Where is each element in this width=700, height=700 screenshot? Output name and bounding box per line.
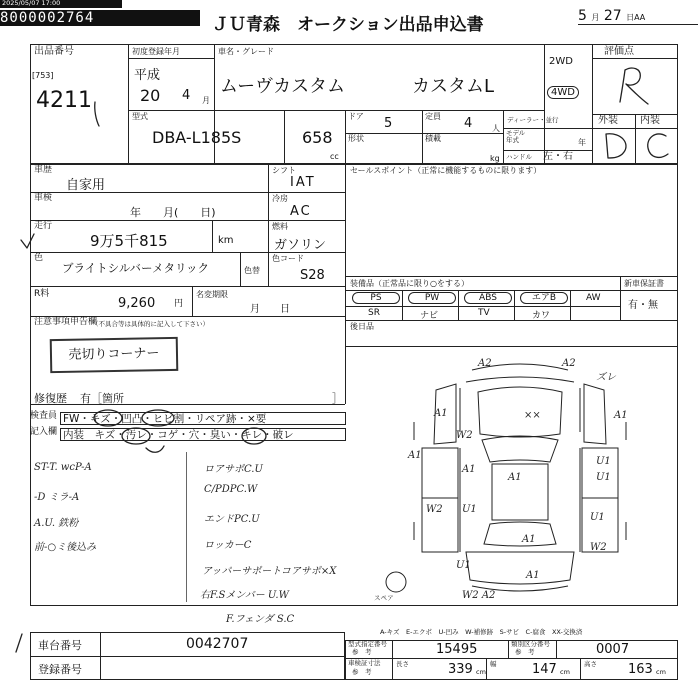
dmg-a1-lf-fender: A1 [434,408,448,419]
repair-value: 有［箇所 [80,392,124,405]
ac-label: 冷房 [272,194,288,203]
history-label: 車歴 [34,165,53,175]
shape-label: 形状 [348,134,364,143]
sold-corner-stamp: 売切りコーナー [50,337,179,373]
registration-number-label: 登録番号 [38,663,82,676]
chassis-label: 車台番号 [38,639,82,652]
model-code: DBA-L185S [152,128,242,147]
warranty-value: 有・無 [628,300,658,311]
drive-4wd: 4WD [547,86,579,99]
notes-sublabel: （不具合等は具体的に記入して下さい） [92,320,209,328]
type-cert-value: 15495 [436,642,478,657]
width-unit: cm [560,668,570,676]
repair-label: 修復歴 [34,392,67,405]
note-right-6: 右F.Sメンバー U.W [200,590,289,601]
inspector-label-1: 検査員 [30,411,58,421]
height-label: 高さ [584,660,597,668]
lot-mark [90,100,104,130]
interior-label: 内装 [640,115,660,126]
ac-value: AC [290,204,312,219]
seats-unit: 人 [492,124,500,133]
dmg-a1-left: A1 [408,450,422,461]
spare-label: スペア [374,594,394,602]
seats-value: 4 [464,116,473,131]
recycle-label: R料 [34,289,50,299]
registration-year: 20 [140,86,161,105]
dmg-a1-rear-window: A1 [522,534,536,545]
later-items-label: 後日品 [350,322,374,331]
exterior-label: 外装 [598,115,618,126]
shift-label: シフト [272,166,296,175]
car-name: ムーヴカスタム [220,76,346,97]
dmg-a2-front-right: A2 [562,358,576,369]
lot-label: 出品番号 [34,46,74,57]
dmg-w2-a2-rear: W2 A2 [462,590,496,601]
handle-label: ハンドル [506,153,532,161]
inspection-date: 年 月( 日) [130,206,216,219]
dmg-a1-rear: A1 [526,570,540,581]
date-month: 5 [578,8,587,24]
note-left-4: 前-○ミ後込み [34,542,97,553]
note-left-1: ST-T. wcP-A [34,462,92,473]
lot-sub: [753] [32,71,54,80]
dmg-w2-left-rear: W2 [426,504,443,515]
mileage-value: 9万5千815 [90,232,168,250]
equip-ps: PS [352,292,400,304]
length-unit: cm [476,668,486,676]
print-timestamp: 2025/05/07 17:00 [0,0,122,8]
registration-month: 4 [182,88,191,103]
registration-label: 初度登録年月 [132,47,180,56]
dims-sub: 参 考 [352,668,372,676]
color-code-label: 色コード [272,254,304,263]
history-value: 自家用 [66,178,106,193]
color-code-value: S28 [300,268,325,283]
dmg-u1-right-rear: U1 [590,512,605,523]
dmg-a1-roof: A1 [508,472,522,483]
dealer-label: ディーラー・並行 [507,116,559,124]
form-date [578,8,698,25]
note-left-3: A.U. 鉄粉 [34,518,79,529]
doors-label: ドア [348,112,364,121]
type-cert-label: 型式指定番号 [348,640,387,648]
car-damage-diagram [374,352,660,602]
dmg-a2-front-left: A2 [478,358,492,369]
class-label: 類別区分番号 [511,640,550,648]
dmg-a1-left-door: A1 [462,464,476,475]
equip-navi: ナビ [420,311,439,321]
length-label: 長さ [396,660,409,668]
note-left-2: -D ミラ-A [34,492,80,503]
sales-point-label: セールスポイント（正常に機能するものに限ります） [350,166,542,175]
height-unit: cm [656,668,666,676]
width-value: 147 [532,662,557,677]
recycle-value: 9,260 [118,296,156,311]
drive-2wd: 2WD [549,56,573,67]
grade-label: 評価点 [604,46,634,57]
dmg-u1-right-1: U1 [596,456,611,467]
footer-mark [10,632,28,660]
handle-value: 左・右 [543,151,573,162]
inspection-circles [60,404,320,456]
doors-value: 5 [384,116,393,131]
chassis-value: 0042707 [186,636,249,652]
equip-leather: カワ [532,311,551,321]
fuel-value: ガソリン [274,238,327,253]
width-label: 幅 [490,660,497,668]
equip-sr: SR [368,308,380,318]
warranty-label: 新車保証書 [624,279,664,288]
engine-cc-unit: cc [330,152,339,161]
note-right-7: F.フェンダ S.C [226,614,295,625]
grade-score-text: R [650,100,656,109]
inspection-interior-line: 内装 キズ・汚レ・コゲ・穴・臭い・キレ・破レ [60,428,346,441]
dmg-u1-left-door: U1 [462,504,477,515]
serial-number: 8000002764 [0,10,200,26]
grade-score [612,64,652,108]
car-grade: カスタムL [412,76,495,97]
inspection-exterior-line: FW・キズ・凹凸・ヒビ割・リペア跡・×要 [60,412,346,425]
length-value: 339 [448,662,473,677]
car-name-label: 車名・グレード [218,47,274,56]
color-value: ブライトシルバーメタリック [62,261,210,275]
equip-pw: PW [408,292,456,304]
notes-label: 注意事項申告欄 [34,317,98,327]
dmg-u1-rear-left: U1 [456,560,471,571]
inspection-date-label: 車検 [34,193,53,203]
class-value: 0007 [596,642,630,657]
note-right-4: ロッカーC [204,540,252,551]
exterior-grade-text: D [626,158,631,165]
dmg-a1-rf-fender: A1 [614,410,628,421]
dmg-misalign: ズレ [596,372,616,383]
height-value: 163 [628,662,653,677]
engine-cc: 658 [302,128,333,147]
note-right-2: C/PDPC.W [204,484,258,495]
model-year-unit: 年 [578,138,586,147]
dmg-xx-hood: ×× [524,410,541,421]
model-year-label: モデル年式 [506,129,526,144]
recycle-unit: 円 [174,299,184,309]
equip-abs: ABS [464,292,512,304]
load-unit: kg [490,154,500,163]
ownership-value: 月 日 [250,304,290,315]
note-right-3: エンドPC.U [204,514,260,525]
type-cert-sub: 参 考 [352,648,372,656]
registration-era: 平成 [134,68,161,83]
mileage-label: 走行 [34,221,53,231]
dims-label: 車検証寸法 [348,659,381,667]
note-right-5: アッパーサポートコアサポ×X [202,566,337,577]
equipment-label: 装備品（正常品に限り○をする） [350,279,469,288]
dmg-w2-left: W2 [456,430,473,441]
interior-grade-text: C [668,158,673,165]
equip-airbag: エアB [520,292,568,304]
date-day-unit: 日AA [626,13,646,22]
mileage-check [18,230,38,252]
lot-number: 4211 [36,88,92,113]
color-change-label: 色替 [244,266,260,275]
seats-label: 定員 [425,112,441,121]
note-right-1: ロアサポC.U [204,464,263,475]
equip-aw: AW [586,293,601,303]
ownership-label: 名変期限 [196,290,228,299]
mileage-unit: km [218,235,234,246]
dmg-w2-right-rear: W2 [590,542,607,553]
shift-value: IAT [290,175,316,190]
damage-legend: A-キズ E-エクボ U-凹み W-補修跡 S-サビ C-腐食 XX-交換済 [380,628,583,636]
dmg-u1-right-2: U1 [596,472,611,483]
date-day: 27 [603,8,622,24]
equip-tv: TV [478,308,490,318]
fuel-label: 燃料 [272,222,288,231]
registration-month-unit: 月 [202,96,210,105]
form-title: ＪＵ青森 オークション出品申込書 [212,15,484,35]
repair-end: ］ [332,392,343,405]
load-label: 積載 [425,134,441,143]
date-month-unit: 月 [591,13,600,22]
class-sub: 参 考 [515,648,535,656]
inspector-label-2: 記入欄 [30,427,58,437]
model-label: 型式 [132,112,148,121]
color-label: 色 [34,253,44,263]
